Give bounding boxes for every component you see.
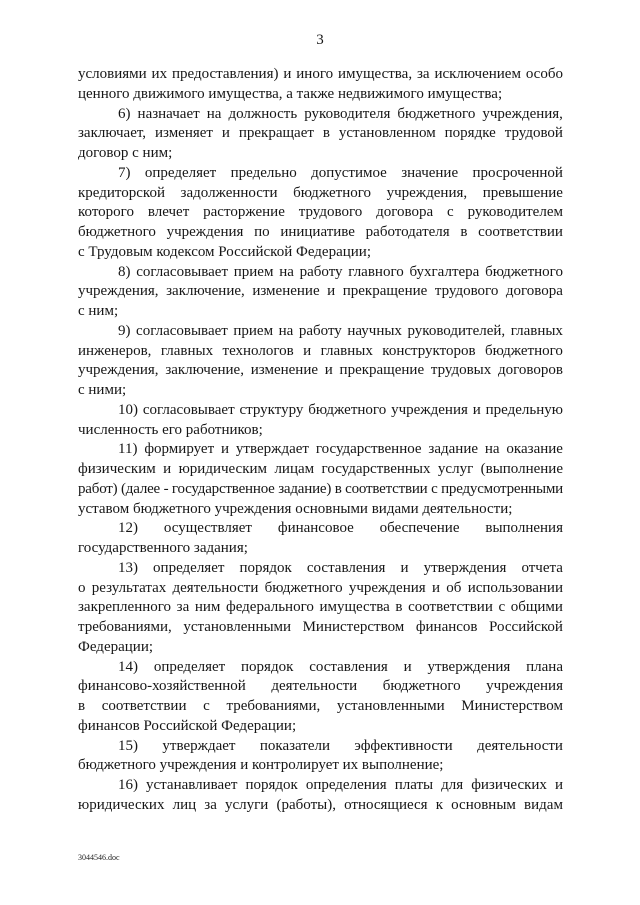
word: имущества bbox=[319, 599, 390, 616]
word: и bbox=[400, 559, 409, 576]
text-line: Федерации; bbox=[78, 638, 154, 655]
text-line: финансов Российской Федерации; bbox=[78, 717, 297, 734]
word: результатах bbox=[91, 579, 167, 596]
word: условиями bbox=[78, 66, 147, 82]
word: задание bbox=[428, 441, 479, 458]
word: на bbox=[279, 263, 294, 280]
paragraph-item-9 bbox=[78, 322, 563, 401]
word: в bbox=[395, 599, 403, 616]
text-line bbox=[78, 658, 563, 678]
word: отчета bbox=[521, 559, 563, 576]
text-line bbox=[78, 361, 563, 381]
word: определяет bbox=[144, 164, 217, 181]
word: допустимое bbox=[311, 164, 387, 181]
word: работу bbox=[299, 263, 343, 280]
paragraph-continuation bbox=[78, 65, 563, 105]
word: порядок bbox=[239, 559, 292, 576]
word: (далее bbox=[121, 480, 161, 497]
word: с bbox=[431, 480, 438, 497]
word: и bbox=[221, 125, 230, 142]
word: работу bbox=[298, 322, 342, 339]
word: научных bbox=[347, 322, 402, 339]
word: прекращение bbox=[339, 362, 425, 379]
text-line bbox=[78, 737, 563, 757]
text-line: с Трудовым кодексом Российской Федерации; bbox=[78, 243, 371, 260]
word: государственных bbox=[321, 461, 431, 477]
word: учреждения, bbox=[482, 105, 563, 122]
word: учреждения, bbox=[78, 362, 159, 379]
word: и bbox=[327, 283, 336, 300]
text-line: уставом бюджетного учреждения основными видами деятельности; bbox=[78, 500, 513, 517]
word: предусмотренными bbox=[441, 480, 563, 497]
paragraph-item-12 bbox=[78, 519, 563, 559]
word: утверждает bbox=[162, 737, 236, 754]
word: закрепленного bbox=[78, 599, 172, 616]
word: 9) bbox=[118, 322, 131, 339]
text-line: ценного движимого имущества, а также недвижимого имущества; bbox=[78, 85, 503, 102]
word: основным bbox=[451, 796, 516, 813]
word: прекращение bbox=[342, 283, 428, 300]
word: порядке bbox=[444, 125, 496, 142]
word: работ) bbox=[78, 480, 118, 497]
word: имущества, bbox=[337, 66, 413, 82]
word: с bbox=[203, 698, 210, 714]
text-line: бюджетного учреждения и контролирует их выполнение; bbox=[78, 757, 444, 774]
word: к bbox=[435, 796, 444, 813]
word: Министерством bbox=[302, 619, 405, 635]
word: бухгалтера bbox=[409, 263, 480, 280]
word: учреждения bbox=[166, 224, 244, 240]
word: главного bbox=[348, 263, 404, 280]
word: руководителей, bbox=[407, 322, 506, 339]
word: платы bbox=[394, 777, 434, 793]
text-line: договор с ним; bbox=[78, 145, 173, 161]
word: в bbox=[78, 698, 86, 714]
word: деятельности bbox=[172, 579, 259, 596]
word: и bbox=[403, 658, 412, 675]
word: бюджетного bbox=[485, 263, 563, 280]
word: трудовой bbox=[504, 125, 563, 142]
word: порядок bbox=[245, 777, 298, 793]
page-number: 3 bbox=[316, 32, 324, 48]
word: просроченной bbox=[472, 164, 563, 181]
text-line: с ними; bbox=[78, 382, 127, 398]
word: с bbox=[498, 599, 506, 616]
text-line: с ним; bbox=[78, 303, 119, 319]
word: финансовое bbox=[277, 520, 354, 537]
word: лиц bbox=[172, 796, 197, 813]
word: осуществляет bbox=[163, 520, 252, 537]
word: физическим bbox=[78, 461, 156, 477]
word: значение bbox=[401, 164, 459, 181]
word: в bbox=[334, 480, 342, 497]
word: плана bbox=[526, 658, 563, 675]
text-line bbox=[78, 480, 563, 500]
word: которого bbox=[78, 204, 134, 221]
word: заключает, bbox=[78, 125, 147, 142]
word: главных bbox=[320, 342, 373, 359]
word: должность bbox=[228, 105, 298, 122]
word: инженеров, bbox=[78, 342, 152, 359]
word: услуги bbox=[225, 796, 269, 813]
text-line bbox=[78, 460, 563, 480]
word: бюджетного bbox=[382, 678, 461, 695]
word: федерального bbox=[225, 599, 314, 616]
word: договора bbox=[376, 204, 434, 221]
word: за bbox=[416, 66, 430, 82]
word: бюджетного bbox=[308, 401, 387, 418]
word: кредиторской bbox=[78, 184, 165, 201]
word: на bbox=[278, 322, 294, 339]
paragraph-item-8 bbox=[78, 263, 563, 322]
word: учреждения, bbox=[78, 283, 159, 300]
paragraph-item-7 bbox=[78, 164, 563, 263]
text-line bbox=[78, 164, 563, 184]
word: и bbox=[324, 362, 333, 379]
word: трудового bbox=[434, 283, 499, 300]
word: 10) bbox=[118, 401, 138, 418]
text-line bbox=[78, 401, 563, 421]
word: предельно bbox=[230, 164, 297, 181]
word: по bbox=[254, 224, 270, 240]
paragraph-item-10 bbox=[78, 401, 563, 441]
word: и bbox=[163, 461, 172, 477]
word: трудовых bbox=[430, 362, 492, 379]
text-line bbox=[78, 322, 563, 342]
word: (работы), bbox=[276, 796, 336, 813]
word: исключением bbox=[434, 66, 521, 82]
word: и bbox=[472, 401, 481, 418]
word: - bbox=[163, 480, 169, 497]
word: инициативе bbox=[280, 224, 355, 240]
word: руководителя bbox=[304, 105, 391, 122]
word: 8) bbox=[118, 263, 131, 280]
word: формирует bbox=[144, 441, 215, 458]
paragraph-item-6 bbox=[78, 105, 563, 164]
word: и bbox=[221, 441, 230, 458]
word: предельную bbox=[485, 401, 563, 418]
word: эффективности bbox=[354, 737, 453, 754]
word: лицам bbox=[274, 461, 315, 477]
text-line bbox=[78, 697, 563, 717]
text-line bbox=[78, 263, 563, 283]
word: изменяет bbox=[154, 125, 213, 142]
word: согласовывает bbox=[136, 263, 228, 280]
word: и bbox=[431, 579, 440, 596]
word: 14) bbox=[118, 658, 138, 675]
text-line bbox=[78, 618, 563, 638]
word: бюджетного bbox=[485, 342, 563, 359]
word: финансово-хозяйственной bbox=[78, 678, 246, 695]
word: бюджетного bbox=[397, 105, 476, 122]
word: 7) bbox=[118, 164, 131, 181]
word: выполнения bbox=[485, 520, 563, 537]
word: общими bbox=[510, 599, 563, 616]
word: юридических bbox=[78, 796, 165, 813]
word: Министерством bbox=[461, 698, 563, 714]
text-line bbox=[78, 440, 563, 460]
word: учреждения bbox=[391, 401, 468, 418]
word: (выполнение bbox=[480, 461, 563, 477]
word: обеспечение bbox=[379, 520, 460, 537]
text-line bbox=[78, 796, 563, 816]
word: согласовывает bbox=[142, 401, 235, 418]
word: на bbox=[206, 105, 222, 122]
word: и bbox=[283, 66, 292, 82]
word: расторжение bbox=[203, 204, 285, 221]
word: составления bbox=[309, 658, 388, 675]
word: за bbox=[204, 796, 217, 813]
word: особо bbox=[525, 66, 563, 82]
text-line bbox=[78, 677, 563, 697]
word: учреждения, bbox=[386, 184, 468, 201]
paragraph-item-13 bbox=[78, 559, 563, 658]
text-line bbox=[78, 559, 563, 579]
word: в bbox=[322, 125, 330, 142]
word: требованиями, bbox=[226, 698, 321, 714]
word: порядок bbox=[241, 658, 294, 675]
word: их bbox=[151, 66, 168, 82]
paragraph-item-15 bbox=[78, 737, 563, 777]
word: установленном bbox=[338, 125, 436, 142]
word: определяет bbox=[153, 559, 225, 576]
word: с bbox=[447, 204, 454, 221]
text-line bbox=[78, 519, 563, 539]
word: прием bbox=[233, 263, 274, 280]
text-line bbox=[78, 124, 563, 144]
word: государственное bbox=[315, 441, 422, 458]
text-line bbox=[78, 579, 563, 599]
text-line bbox=[78, 223, 563, 243]
word: ним bbox=[194, 599, 221, 616]
word: задание) bbox=[278, 480, 332, 497]
word: учреждения bbox=[486, 678, 563, 695]
word: 6) bbox=[118, 105, 131, 122]
word: видам bbox=[524, 796, 563, 813]
word: соответствии bbox=[345, 480, 428, 497]
word: утверждения bbox=[423, 559, 507, 576]
word: учреждения bbox=[348, 579, 426, 596]
word: утверждает bbox=[235, 441, 309, 458]
paragraph-item-11 bbox=[78, 440, 563, 519]
word: услуг bbox=[437, 461, 474, 477]
paragraph-item-14 bbox=[78, 658, 563, 737]
word: 16) bbox=[118, 777, 138, 793]
word: работодателя bbox=[365, 224, 450, 240]
word: изменение bbox=[252, 283, 320, 300]
word: задолженности bbox=[180, 184, 278, 201]
word: 13) bbox=[118, 559, 138, 576]
text-line: численность его работников; bbox=[78, 421, 263, 438]
word: предоставления) bbox=[171, 66, 279, 82]
word: установленными bbox=[336, 698, 445, 714]
word: влечет bbox=[147, 204, 190, 221]
text-line bbox=[78, 65, 563, 85]
word: бюджетного bbox=[78, 224, 156, 240]
word: 15) bbox=[118, 737, 138, 754]
word: за bbox=[176, 599, 190, 616]
word: физических bbox=[471, 777, 547, 793]
word: и bbox=[554, 777, 563, 793]
word: и bbox=[303, 342, 312, 359]
word: изменение bbox=[250, 362, 319, 379]
word: договоров bbox=[498, 362, 563, 379]
word: требованиями, bbox=[78, 619, 172, 635]
text-line: государственного задания; bbox=[78, 540, 248, 556]
text-line bbox=[78, 105, 563, 125]
text-line bbox=[78, 776, 563, 796]
word: юридическим bbox=[178, 461, 268, 477]
word: относящиеся bbox=[344, 796, 428, 813]
text-line bbox=[78, 282, 563, 302]
footer-filename: 3044546.doc bbox=[78, 853, 120, 862]
paragraph-item-16 bbox=[78, 776, 563, 816]
word: назначает bbox=[137, 105, 200, 122]
word: соответствии bbox=[101, 698, 187, 714]
word: 11) bbox=[118, 441, 138, 458]
word: установленными bbox=[183, 619, 292, 635]
word: утверждения bbox=[427, 658, 511, 675]
word: трудового bbox=[298, 204, 363, 221]
word: конструкторов bbox=[382, 342, 476, 359]
word: бюджетного bbox=[264, 579, 343, 596]
word: о bbox=[78, 579, 86, 596]
word: превышение bbox=[482, 184, 563, 201]
word: для bbox=[441, 777, 464, 793]
word: оказание bbox=[506, 441, 563, 458]
word: заключение, bbox=[166, 283, 245, 300]
word: договора bbox=[505, 283, 563, 300]
text-line bbox=[78, 342, 563, 362]
word: Российской bbox=[489, 619, 563, 635]
word: определяет bbox=[153, 658, 226, 675]
word: технологов bbox=[222, 342, 294, 359]
word: бюджетного bbox=[293, 184, 372, 201]
word: показатели bbox=[259, 737, 331, 754]
text-line bbox=[78, 203, 563, 223]
word: руководителем bbox=[467, 204, 563, 221]
word: соответствии bbox=[478, 224, 563, 240]
word: соответствии bbox=[408, 599, 493, 616]
word: составления bbox=[306, 559, 386, 576]
word: прекращает bbox=[238, 125, 314, 142]
word: главных bbox=[510, 322, 563, 339]
text-line bbox=[78, 184, 563, 204]
word: 12) bbox=[118, 520, 138, 537]
word: заключение, bbox=[165, 362, 244, 379]
word: устанавливает bbox=[146, 777, 238, 793]
word: деятельности bbox=[271, 678, 358, 695]
word: в bbox=[460, 224, 468, 240]
word: определения bbox=[305, 777, 387, 793]
word: согласовывает bbox=[136, 322, 228, 339]
word: финансов bbox=[415, 619, 478, 635]
word: государственное bbox=[171, 480, 275, 497]
word: на bbox=[484, 441, 500, 458]
body-text bbox=[78, 65, 563, 816]
word: деятельности bbox=[477, 737, 563, 754]
word: иного bbox=[296, 66, 334, 82]
word: об bbox=[446, 579, 462, 596]
word: использовании bbox=[467, 579, 563, 596]
word: прием bbox=[233, 322, 274, 339]
word: структуру bbox=[239, 401, 304, 418]
text-line bbox=[78, 598, 563, 618]
word: главных bbox=[160, 342, 214, 359]
